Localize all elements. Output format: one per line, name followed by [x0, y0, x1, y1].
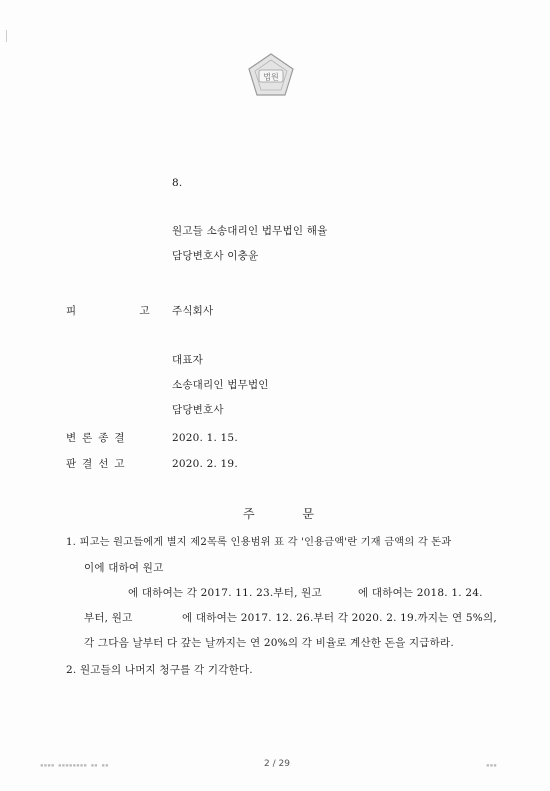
judgment-date-label: 판결선고	[66, 458, 131, 470]
order-item1-line3b: 에 대하여는 2018. 1. 24.	[358, 587, 483, 599]
scan-edge-mark	[6, 30, 11, 42]
defendant-name: 주식회사	[172, 305, 214, 317]
order-item1-line3: 에 대하여는 각 2017. 11. 23.부터, 원고	[128, 587, 322, 599]
order-item1-line1: 1. 피고는 원고들에게 별지 제2목록 인용범위 표 각 '인용금액'란 기재 금액의 각 돈과	[66, 537, 452, 548]
plaintiff-counsel-attorney: 담당변호사 이충윤	[172, 250, 259, 262]
plaintiff-counsel-firm: 원고들 소송대리인 법무법인 해율	[172, 225, 328, 237]
page-number: 2 / 29	[264, 759, 290, 769]
emblem-text: 법원	[263, 72, 279, 82]
order-heading: 주 문	[243, 507, 336, 521]
scan-footer-mark-left: ▪▪▪▪ ▪▪▪▪▪▪▪▪ ▪▪ ▪▪	[40, 762, 109, 769]
order-item1-line4b: 에 대하여는 2017. 12. 26.부터 각 2020. 2. 19.까지는 연 5%의,	[182, 612, 497, 624]
scan-footer-mark-right: ▪▪▪	[486, 762, 497, 769]
argument-close-label: 변론종결	[66, 432, 131, 444]
judgment-date: 2020. 2. 19.	[172, 458, 238, 470]
item-number: 8.	[172, 177, 183, 189]
defendant-counsel-attorney: 담당변호사	[172, 404, 224, 416]
order-item1-line5: 각 그다음 날부터 다 갚는 날까지는 연 20%의 각 비율로 계산한 돈을 지급하라.	[84, 637, 454, 649]
order-item1-line2: 이에 대하여 원고	[84, 562, 164, 574]
defendant-counsel-firm: 소송대리인 법무법인	[172, 379, 269, 391]
order-item2: 2. 원고들의 나머지 청구를 각 기각한다.	[66, 664, 253, 676]
defendant-label: 피 고	[66, 305, 180, 317]
order-item1-line4: 부터, 원고	[84, 612, 133, 624]
argument-close-date: 2020. 1. 15.	[172, 432, 238, 444]
defendant-representative: 대표자	[172, 354, 204, 366]
court-emblem-icon	[246, 52, 296, 98]
